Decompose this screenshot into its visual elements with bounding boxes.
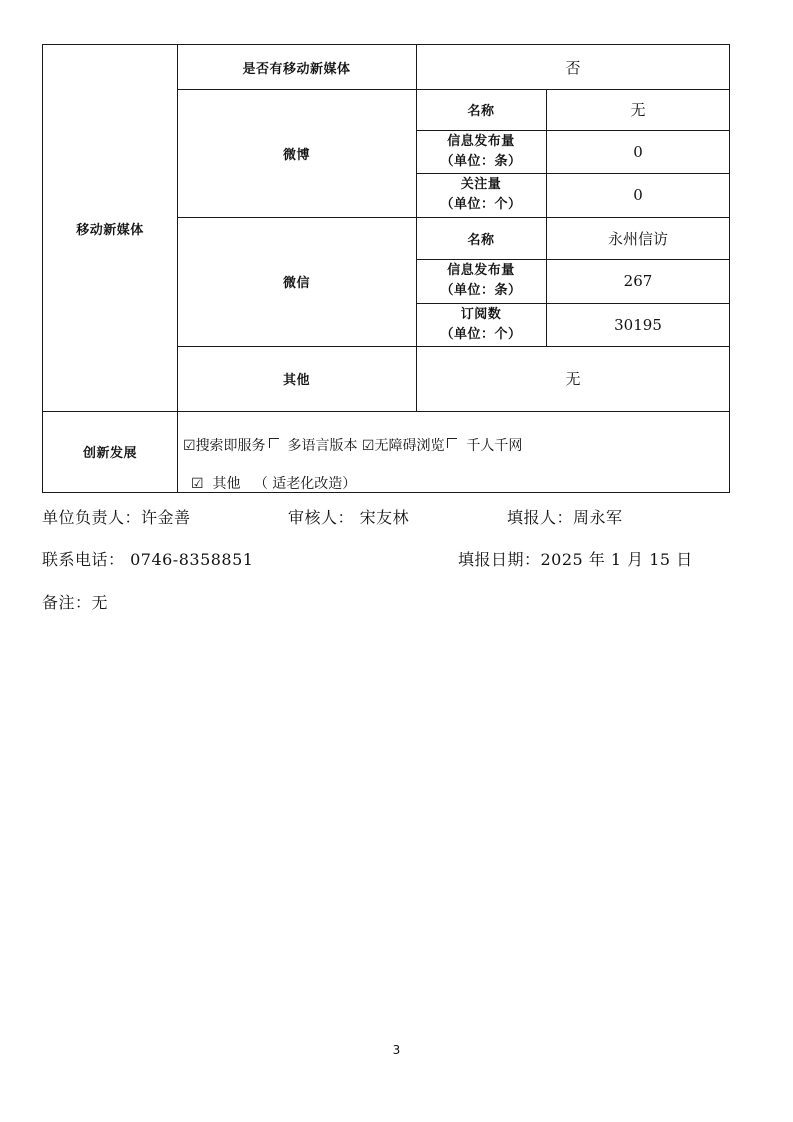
wechat-posts-label-line2: （单位：条） (440, 283, 522, 298)
weibo-followers-label (416, 173, 546, 217)
innovation-options-line1 (183, 435, 522, 455)
other-value: 无 (565, 370, 581, 388)
weibo-posts-label (416, 130, 546, 173)
wechat-subscribers-label (416, 303, 546, 346)
weibo-followers-label-line1: 关注量 (460, 177, 502, 192)
wechat-subscribers-label-line2: （单位：个） (440, 326, 522, 342)
option-other: 其他 (212, 476, 241, 492)
checkbox-unchecked-icon[interactable] (447, 438, 457, 448)
section-label-mobile-media: 移动新媒体 (76, 222, 144, 238)
reviewer: 审核人： 宋友林 (288, 508, 410, 527)
contact-phone: 联系电话： 0746-8358851 (42, 550, 254, 569)
option-accessibility: 无障碍浏览 (374, 438, 445, 454)
wechat-name-value: 永州信访 (607, 229, 668, 248)
checkbox-checked-icon[interactable]: ☑ (191, 476, 204, 492)
fill-date: 填报日期：2025 年 1 月 15 日 (458, 550, 693, 569)
wechat-posts-label-line1: 信息发布量 (447, 263, 515, 278)
page-number: 3 (392, 1043, 401, 1057)
filler: 填报人：周永军 (507, 508, 623, 527)
weibo-name-label: 名称 (467, 104, 495, 119)
wechat-subscribers-value: 30195 (614, 315, 662, 334)
weibo-name-value: 无 (630, 101, 646, 119)
weibo-label: 微博 (282, 147, 310, 163)
weibo-posts-label-line2: （单位：条） (440, 153, 522, 169)
has-mobile-media-value: 否 (565, 58, 581, 77)
other-label: 其他 (282, 373, 310, 388)
innovation-label: 创新发展 (82, 446, 137, 461)
wechat-posts-value: 267 (623, 272, 653, 290)
wechat-posts-label (416, 259, 546, 303)
wechat-label: 微信 (282, 276, 310, 291)
option-multilingual: 多语言版本 (287, 438, 358, 454)
option-personalized: 千人千网 (466, 438, 523, 454)
remarks: 备注：无 (42, 593, 109, 612)
has-mobile-media-label: 是否有移动新媒体 (242, 61, 351, 77)
weibo-followers-label-line2: （单位：个） (440, 197, 522, 212)
checkbox-unchecked-icon[interactable] (269, 438, 279, 448)
unit-head: 单位负责人：许金善 (42, 508, 191, 527)
wechat-subscribers-label-line1: 订阅数 (460, 306, 502, 322)
checkbox-checked-icon[interactable]: ☑ (361, 438, 375, 454)
checkbox-checked-icon[interactable]: ☑ (183, 438, 196, 454)
innovation-options-line2 (191, 473, 356, 493)
weibo-posts-label-line1: 信息发布量 (447, 133, 515, 149)
option-other-note: （ 适老化改造） (253, 476, 357, 492)
weibo-followers-value: 0 (633, 186, 643, 204)
option-search-service: 搜索即服务 (195, 438, 266, 454)
report-table (42, 44, 730, 493)
wechat-name-label: 名称 (467, 232, 495, 248)
weibo-posts-value: 0 (633, 142, 643, 161)
